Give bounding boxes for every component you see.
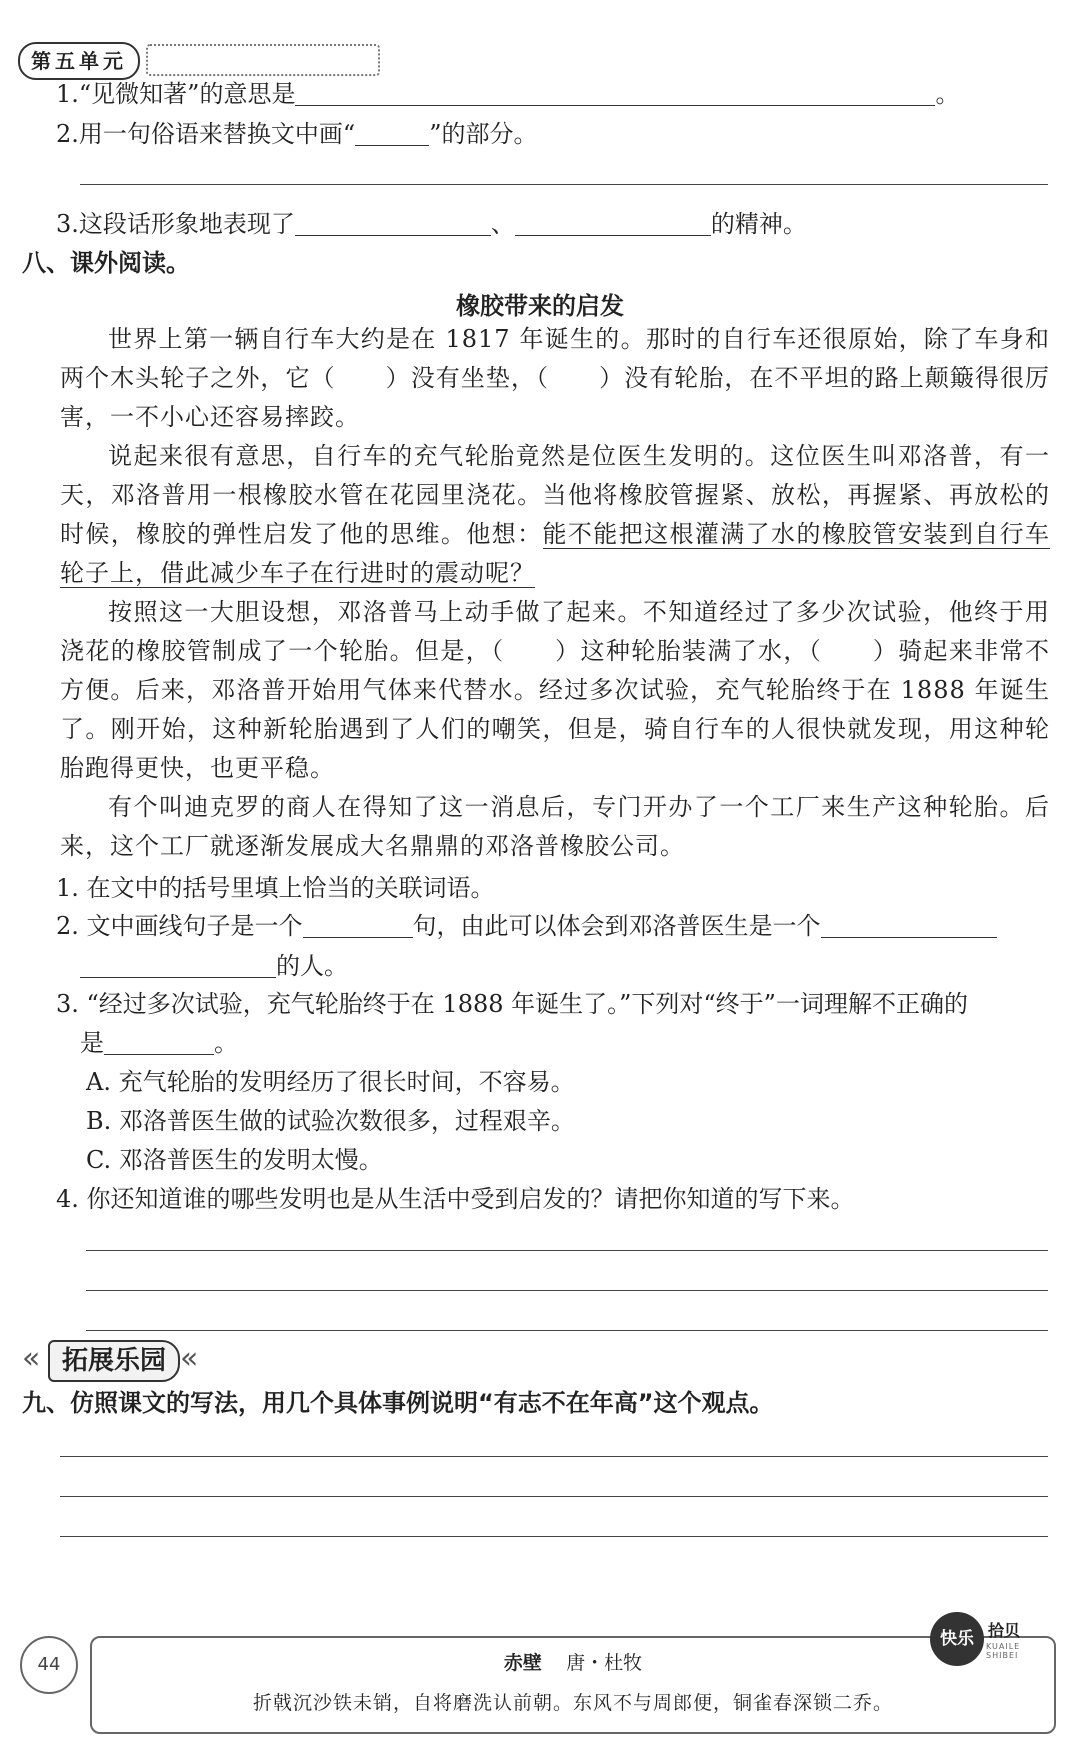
prev-question-1: 1.“见微知著”的意思是 。 bbox=[56, 76, 959, 112]
article-paragraph-4: 有个叫迪克罗的商人在得知了这一消息后，专门开办了一个工厂来生产这种轮胎。后来，这个工厂就逐渐发展成大名鼎鼎的邓洛普橡胶公司。 bbox=[60, 793, 1050, 860]
reading-question-3-cont: 是 。 bbox=[80, 1025, 238, 1061]
answer-line[interactable] bbox=[86, 1250, 1048, 1251]
answer-blank[interactable] bbox=[295, 77, 935, 106]
reading-question-3: 3. “经过多次试验，充气轮胎终于在 1888 年诞生了。”下列对“终于”一词理解不正确的 bbox=[56, 990, 968, 1018]
expansion-banner bbox=[22, 1340, 212, 1380]
answer-blank[interactable] bbox=[104, 1026, 214, 1055]
poem-author: 唐・杜牧 bbox=[566, 1652, 643, 1674]
expansion-banner-label: 拓展乐园 bbox=[48, 1340, 180, 1382]
double-chevron-left-icon: « bbox=[22, 1341, 41, 1376]
answer-blank[interactable] bbox=[515, 207, 711, 236]
answer-line[interactable] bbox=[60, 1496, 1048, 1497]
poem-text: 折戟沉沙铁未销，自将磨洗认前朝。东风不与周郎便，铜雀春深锁二乔。 bbox=[252, 1692, 893, 1714]
underline-mark bbox=[355, 117, 429, 146]
reading-question-1: 1. 在文中的括号里填上恰当的关联词语。 bbox=[56, 874, 495, 902]
poem-title: 赤壁 bbox=[503, 1652, 542, 1674]
answer-blank[interactable] bbox=[821, 909, 997, 938]
logo-small-text: KUAILE SHIBEI bbox=[986, 1642, 1021, 1660]
logo-circle: 快乐 bbox=[930, 1612, 984, 1666]
article-paragraph-3: 按照这一大胆设想，邓洛普马上动手做了起来。不知道经过了多少次试验，他终于用浇花的橡胶管制成了一个轮胎。但是，（ ）这种轮胎装满了水，（ ）骑起来非常不方便。后来，邓洛普开始用气体来代替水。经过多次试验，充气轮胎终于在 1888 年诞生了。刚开始，这种新轮胎遇到了人们的嘲笑，但是，骑自行车的人很快就发现，用这种轮胎跑得更快，也更平稳。 bbox=[60, 598, 1050, 782]
answer-line[interactable] bbox=[80, 184, 1048, 185]
option-a[interactable]: A. 充气轮胎的发明经历了很长时间，不容易。 bbox=[86, 1068, 575, 1096]
reading-question-2-cont: 的人。 bbox=[80, 948, 348, 984]
answer-line[interactable] bbox=[86, 1330, 1048, 1331]
answer-line[interactable] bbox=[60, 1456, 1048, 1457]
option-c[interactable]: C. 邓洛普医生的发明太慢。 bbox=[86, 1146, 383, 1174]
reading-question-2: 2. 文中画线句子是一个 句，由此可以体会到邓洛普医生是一个 bbox=[56, 908, 997, 944]
answer-blank[interactable] bbox=[295, 207, 491, 236]
prev-question-2: 2.用一句俗语来替换文中画“ ”的部分。 bbox=[56, 116, 537, 152]
poem-title-line bbox=[92, 1648, 1054, 1675]
article-paragraph-1: 世界上第一辆自行车大约是在 1817 年诞生的。那时的自行车还很原始，除了车身和两个木头轮子之外，它（ ）没有坐垫，（ ）没有轮胎，在不平坦的路上颠簸得很厉害，一不小心还容易摔跤。 bbox=[60, 325, 1050, 431]
header-dotted-box bbox=[146, 44, 380, 76]
answer-line[interactable] bbox=[86, 1290, 1048, 1291]
answer-blank[interactable] bbox=[303, 909, 413, 938]
reading-question-4: 4. 你还知道谁的哪些发明也是从生活中受到启发的？请把你知道的写下来。 bbox=[56, 1185, 855, 1213]
article-body bbox=[60, 320, 1050, 866]
article-title: 橡胶带来的启发 bbox=[456, 292, 624, 320]
page-number: 44 bbox=[20, 1636, 78, 1694]
article-paragraph-2: 说起来很有意思，自行车的充气轮胎竟然是位医生发明的。这位医生叫邓洛普，有一天，邓洛普用一根橡胶水管在花园里浇花。当他将橡胶管握紧、放松，再握紧、再放松的时候，橡胶的弹性启发了他的思维。他想：能不能把这根灌满了水的橡胶管安装到自行车轮子上，借此减少车子在行进时的震动呢？ bbox=[60, 442, 1050, 587]
poem-box bbox=[90, 1636, 1056, 1734]
answer-blank[interactable] bbox=[80, 949, 276, 978]
prev-question-3: 3.这段话形象地表现了 、 的精神。 bbox=[56, 206, 807, 242]
happy-shell-logo bbox=[930, 1612, 1042, 1668]
option-b[interactable]: B. 邓洛普医生做的试验次数很多，过程艰辛。 bbox=[86, 1107, 575, 1135]
logo-side-text: 拾贝 bbox=[988, 1621, 1021, 1640]
section-8-heading: 八、课外阅读。 bbox=[22, 249, 190, 277]
double-chevron-left-icon: « bbox=[180, 1341, 199, 1376]
unit-tab: 第五单元 bbox=[18, 42, 140, 80]
answer-line[interactable] bbox=[60, 1536, 1048, 1537]
underlined-sentence: 能不能把这根灌满了水的橡胶管安装到自行车轮子上，借此减少车子在行进时的震动呢？ bbox=[60, 520, 1050, 587]
section-9-heading: 九、仿照课文的写法，用几个具体事例说明“有志不在年高”这个观点。 bbox=[22, 1389, 774, 1417]
